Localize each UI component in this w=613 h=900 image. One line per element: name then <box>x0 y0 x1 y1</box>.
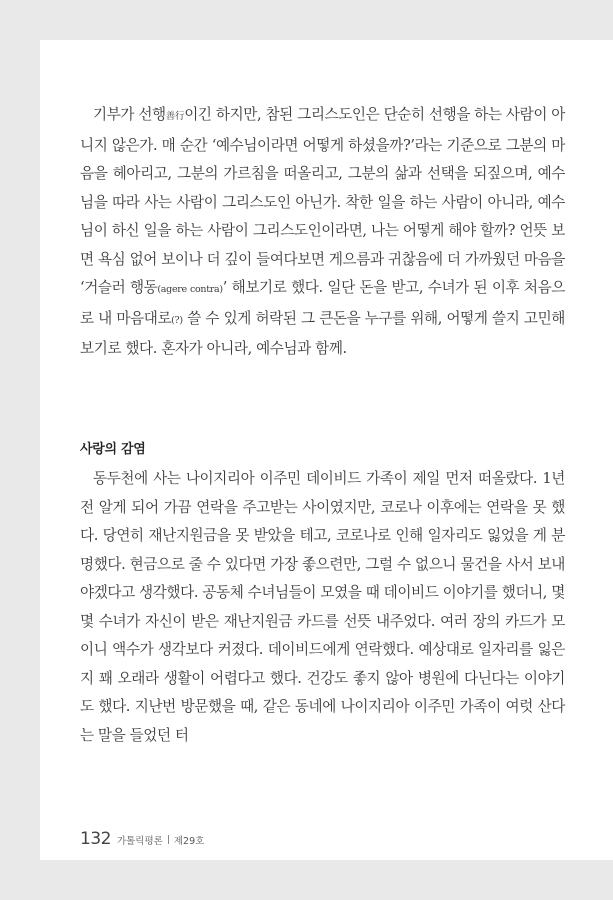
page <box>40 40 613 860</box>
body-paragraph: 동두천에 사는 나이지리아 이주민 데이비드 가족이 제일 먼저 떠올랐다. 1년 전 알게 되어 가끔 연락을 주고받는 사이였지만, 코로나 이후에는 연락을 못 했다. 당연히 재난지원금을 못 받았을 테고, 코로나로 인해 일자리도 잃었을 게 분명했다. 현금으로 줄 수 있다면 가장 좋으련만, 그럴 수 없으니 물건을 사서 보내야겠다고 생각했다. 공동체 수녀님들이 모였을 때 데이비드 이야기를 했더니, 몇몇 수녀가 자신이 받은 재난지원금 카드를 선뜻 내주었다. 여러 장의 카드가 모이니 액수가 생각보다 커졌다. 데이비드에게 연락했다. 예상대로 일자리를 잃은 지 꽤 오래라 생활이 어렵다고 했다. 건강도 좋지 않아 병원에 다닌다는 이야기도 했다. 지난번 방문했을 때, 같은 동네에 나이지리아 이주민 가족이 여럿 산다는 말을 들었던 터 <box>80 470 565 744</box>
page-number: 132 <box>80 829 111 849</box>
publication-name: 가톨릭평론 <box>116 836 163 847</box>
body-paragraph <box>80 101 565 364</box>
question-mark-annotation: (?) <box>171 314 183 326</box>
footer-divider <box>168 835 169 844</box>
paragraph-text: ’ 해보기로 했다. 일단 돈을 받고, 수녀가 된 이후 처음으로 내 마음대로 <box>80 279 565 327</box>
paragraph-text: 이긴 하지만, 참된 그리스도인은 단순히 선행을 하는 사람이 아니지 않은가. 매 순간 ‘예수님이라면 어떻게 하셨을까?’라는 기준으로 그분의 마음을 헤아리고, 그분의 가르침을 떠올리고, 그분의 삶과 선택을 되짚으며, 예수님을 따라 사는 사람이 그리스도인 아닌가. 착한 일을 하는 사람이 아니라, 예수님이 하신 일을 하는 사람이 그리스도인이라면, 나는 어떻게 해야 할까? 언뜻 보면 욕심 없어 보이나 더 깊이 들여다보면 게으름과 귀찮음에 더 가까웠던 마음을 ‘거슬러 행동 <box>80 106 565 296</box>
section-heading: 사랑의 감염 <box>80 442 146 457</box>
page-footer <box>80 829 204 849</box>
latin-annotation: (agere contra) <box>157 284 223 295</box>
paragraph-text: 쓸 수 있게 허락된 그 큰돈을 누구를 위해, 어떻게 쓸지 고민해보기로 했다. 혼자가 아니라, 예수님과 함께. <box>80 309 565 357</box>
hanja-annotation: 善行 <box>165 111 185 122</box>
paragraph-text: 기부가 선행 <box>93 106 166 123</box>
issue-number: 제29호 <box>173 836 205 847</box>
